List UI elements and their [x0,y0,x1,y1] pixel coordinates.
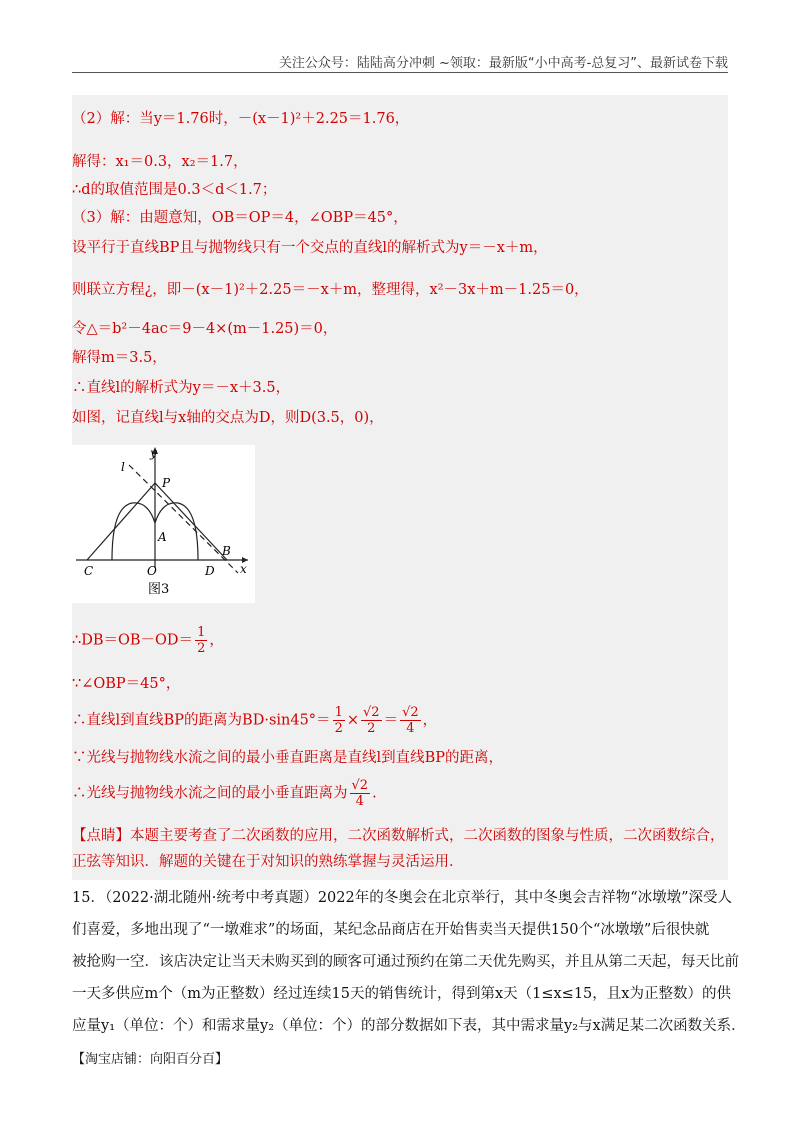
fraction [361,705,382,736]
label-c: C [84,564,94,578]
line-text: ＝ [383,712,399,729]
line-text: × [346,712,359,729]
fraction-numerator: 1 [197,625,206,640]
solution-line: 解得：x₁＝0.3，x₂＝1.7， [72,154,248,170]
label-p: P [162,476,171,490]
question-line: 一天多供应m个（m为正整数）经过连续15天的销售统计，得到第x天（1≤x≤15，且x为正整数）的供 [72,986,731,1002]
solution-line [72,625,224,656]
fraction-numerator: √2 [363,705,380,720]
label-o: O [147,564,157,578]
solution-line: 如图，记直线l与x轴的交点为D，则D(3.5，0)， [72,410,384,426]
key-point-note: 【点睛】本题主要考查了二次函数的应用，二次函数解析式，二次函数的图象与性质，二次函数综合，正弦等知识．解题的关键在于对知识的熟练掌握与灵活运用． [72,828,725,870]
solution-line: （2）解：当y＝1.76时，－(x－1)²＋2.25＝1.76， [72,111,410,127]
solution-line: 则联立方程¿，即－(x－1)²＋2.25＝－x＋m，整理得，x²－3x＋m－1.25＝0， [72,282,589,298]
solution-line: 解得m＝3.5， [72,350,167,366]
fraction [195,625,207,656]
fraction [333,705,345,736]
line-pb [155,483,227,560]
fraction-denominator: 2 [367,721,376,736]
solution-line: （3）解：由题意知，OB＝OP＝4，∠OBP＝45°， [72,210,408,226]
solution-line: 设平行于直线BP且与抛物线只有一个交点的直线l的解析式为y＝－x＋m， [72,240,548,256]
fraction-numerator: 1 [334,705,343,720]
line-text: ， [209,632,224,649]
label-d: D [205,564,215,578]
fraction-denominator: 2 [334,721,343,736]
line-text: ∴DB＝OB－OD＝ [72,632,194,649]
label-y: y [150,446,157,460]
solution-line [72,778,377,809]
question-line: 们喜爱，多地出现了“一墩难求”的场面，某纪念品商店在开始售卖当天提供150个“冰墩墩”后很快就 [72,922,710,938]
fraction [350,778,371,809]
page-header: 关注公众号：陆陆高分冲刺 ~领取：最新版“小中高考-总复习”、最新试卷下载 [278,56,728,71]
solution-line: ∴直线l的解析式为y＝－x＋3.5， [72,380,291,396]
solution-block [72,95,728,880]
label-x: x [240,562,247,576]
question-line: 15．（2022·湖北随州·统考中考真题）2022年的冬奥会在北京举行，其中冬奥会吉祥物“冰墩墩”深受人 [72,890,733,906]
figure-caption: 图3 [148,582,170,597]
solution-line: ∴d的取值范围是0.3＜d＜1.7； [72,182,277,198]
question-line: 应量y₁（单位：个）和需求量y₂（单位：个）的部分数据如下表，其中需求量y₂与x满足某二次函数关系． [72,1018,746,1034]
line-text: . [372,785,377,802]
solution-line: 令△＝b²－4ac＝9－4×(m－1.25)＝0， [72,321,338,337]
solution-line: ∵光线与抛物线水流之间的最小垂直距离是直线l到直线BP的距离， [72,750,504,766]
question-line: 被抢购一空．该店决定让当天未购买到的顾客可通过预约在第二天优先购买，并且从第二天起，每天比前 [72,954,739,970]
header-divider [72,72,728,73]
line-cp [87,483,155,560]
fraction [400,705,421,736]
line-text: ， [422,712,438,729]
solution-line [72,705,437,736]
fraction-denominator: 2 [197,641,206,656]
fraction-denominator: 4 [406,721,415,736]
line-text: ∴直线l到直线BP的距离为BD·sin45°＝ [72,712,331,729]
label-l: l [121,460,125,474]
figure-svg [72,445,255,603]
line-text: ∴光线与抛物线水流之间的最小垂直距离为 [72,785,348,802]
label-b: B [222,544,231,558]
fraction-numerator: √2 [402,705,419,720]
solution-line: ∵∠OBP＝45°， [72,676,181,692]
page-footer: 【淘宝店铺：向阳百分百】 [72,1052,229,1067]
fraction-denominator: 4 [355,794,364,809]
label-a: A [158,530,167,544]
geometry-figure [72,445,255,603]
fraction-numerator: √2 [351,778,369,793]
